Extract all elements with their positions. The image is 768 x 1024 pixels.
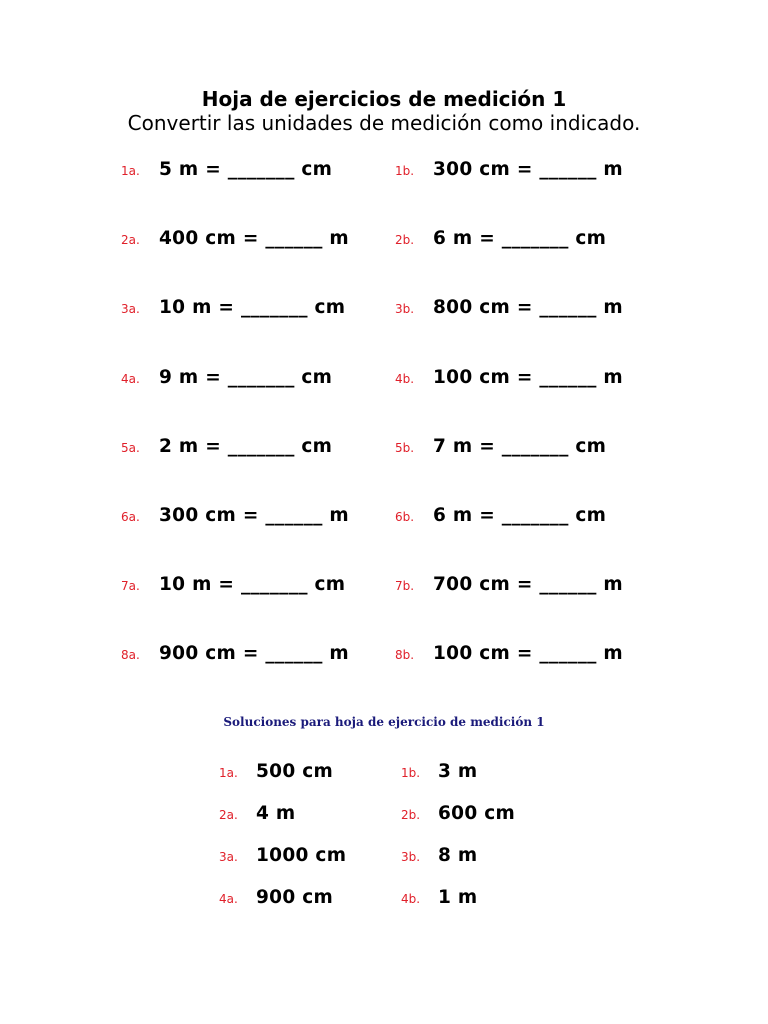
exercise-label: 7b. (395, 579, 415, 593)
exercise-text: 300 cm = ______ m (433, 159, 624, 180)
exercise-label: 2a. (121, 233, 140, 247)
exercise-text: 6 m = _______ cm (433, 228, 607, 249)
exercise-4a (121, 365, 332, 391)
exercise-5b (395, 434, 606, 460)
exercise-text: 9 m = _______ cm (159, 367, 333, 388)
exercise-6a (121, 503, 349, 529)
exercise-label: 5b. (395, 441, 415, 455)
exercise-text: 2 m = _______ cm (159, 436, 333, 457)
exercise-text: 5 m = _______ cm (159, 159, 333, 180)
exercise-text: 10 m = _______ cm (159, 574, 346, 595)
solution-text: 4 m (256, 803, 296, 824)
solution-text: 500 cm (256, 761, 334, 782)
exercise-8b (395, 641, 623, 667)
solution-4b (401, 885, 478, 911)
exercise-2a (121, 226, 349, 252)
solution-label: 3a. (219, 850, 238, 864)
exercise-label: 3b. (395, 302, 415, 316)
solution-text: 900 cm (256, 887, 334, 908)
exercise-label: 8b. (395, 648, 415, 662)
solution-label: 2a. (219, 808, 238, 822)
exercise-label: 5a. (121, 441, 140, 455)
exercise-text: 400 cm = ______ m (159, 228, 350, 249)
solution-2b (401, 801, 515, 827)
exercise-label: 3a. (121, 302, 140, 316)
exercise-6b (395, 503, 606, 529)
exercise-1a (121, 157, 332, 183)
exercise-label: 8a. (121, 648, 140, 662)
solution-2a (219, 801, 296, 827)
solution-label: 2b. (401, 808, 421, 822)
exercise-text: 100 cm = ______ m (433, 643, 624, 664)
exercise-4b (395, 365, 623, 391)
solution-text: 1 m (438, 887, 478, 908)
exercise-label: 4a. (121, 372, 140, 386)
solution-label: 4b. (401, 892, 421, 906)
exercise-label: 7a. (121, 579, 140, 593)
exercise-label: 1b. (395, 164, 415, 178)
solution-1a (219, 759, 333, 785)
solution-text: 3 m (438, 761, 478, 782)
exercise-7a (121, 572, 345, 598)
exercise-text: 900 cm = ______ m (159, 643, 350, 664)
exercise-text: 6 m = _______ cm (433, 505, 607, 526)
exercise-2b (395, 226, 606, 252)
exercise-3a (121, 295, 345, 321)
exercise-label: 2b. (395, 233, 415, 247)
exercise-text: 7 m = _______ cm (433, 436, 607, 457)
solution-1b (401, 759, 478, 785)
exercise-1b (395, 157, 623, 183)
solution-label: 4a. (219, 892, 238, 906)
exercise-5a (121, 434, 332, 460)
solutions-title: Soluciones para hoja de ejercicio de medición 1 (223, 715, 545, 729)
solution-text: 1000 cm (256, 845, 347, 866)
exercise-8a (121, 641, 349, 667)
exercise-7b (395, 572, 623, 598)
exercise-label: 4b. (395, 372, 415, 386)
exercise-text: 100 cm = ______ m (433, 367, 624, 388)
solution-label: 1a. (219, 766, 238, 780)
exercise-text: 700 cm = ______ m (433, 574, 624, 595)
exercise-text: 300 cm = ______ m (159, 505, 350, 526)
exercise-label: 1a. (121, 164, 140, 178)
exercise-3b (395, 295, 623, 321)
solution-text: 8 m (438, 845, 478, 866)
solution-3b (401, 843, 478, 869)
solution-label: 3b. (401, 850, 421, 864)
page-subtitle: Convertir las unidades de medición como indicado. (127, 111, 641, 135)
exercise-label: 6a. (121, 510, 140, 524)
solution-text: 600 cm (438, 803, 516, 824)
solution-label: 1b. (401, 766, 421, 780)
solution-4a (219, 885, 333, 911)
exercise-text: 10 m = _______ cm (159, 297, 346, 318)
exercise-label: 6b. (395, 510, 415, 524)
exercise-text: 800 cm = ______ m (433, 297, 624, 318)
page-title: Hoja de ejercicios de medición 1 (201, 87, 567, 111)
solution-3a (219, 843, 346, 869)
